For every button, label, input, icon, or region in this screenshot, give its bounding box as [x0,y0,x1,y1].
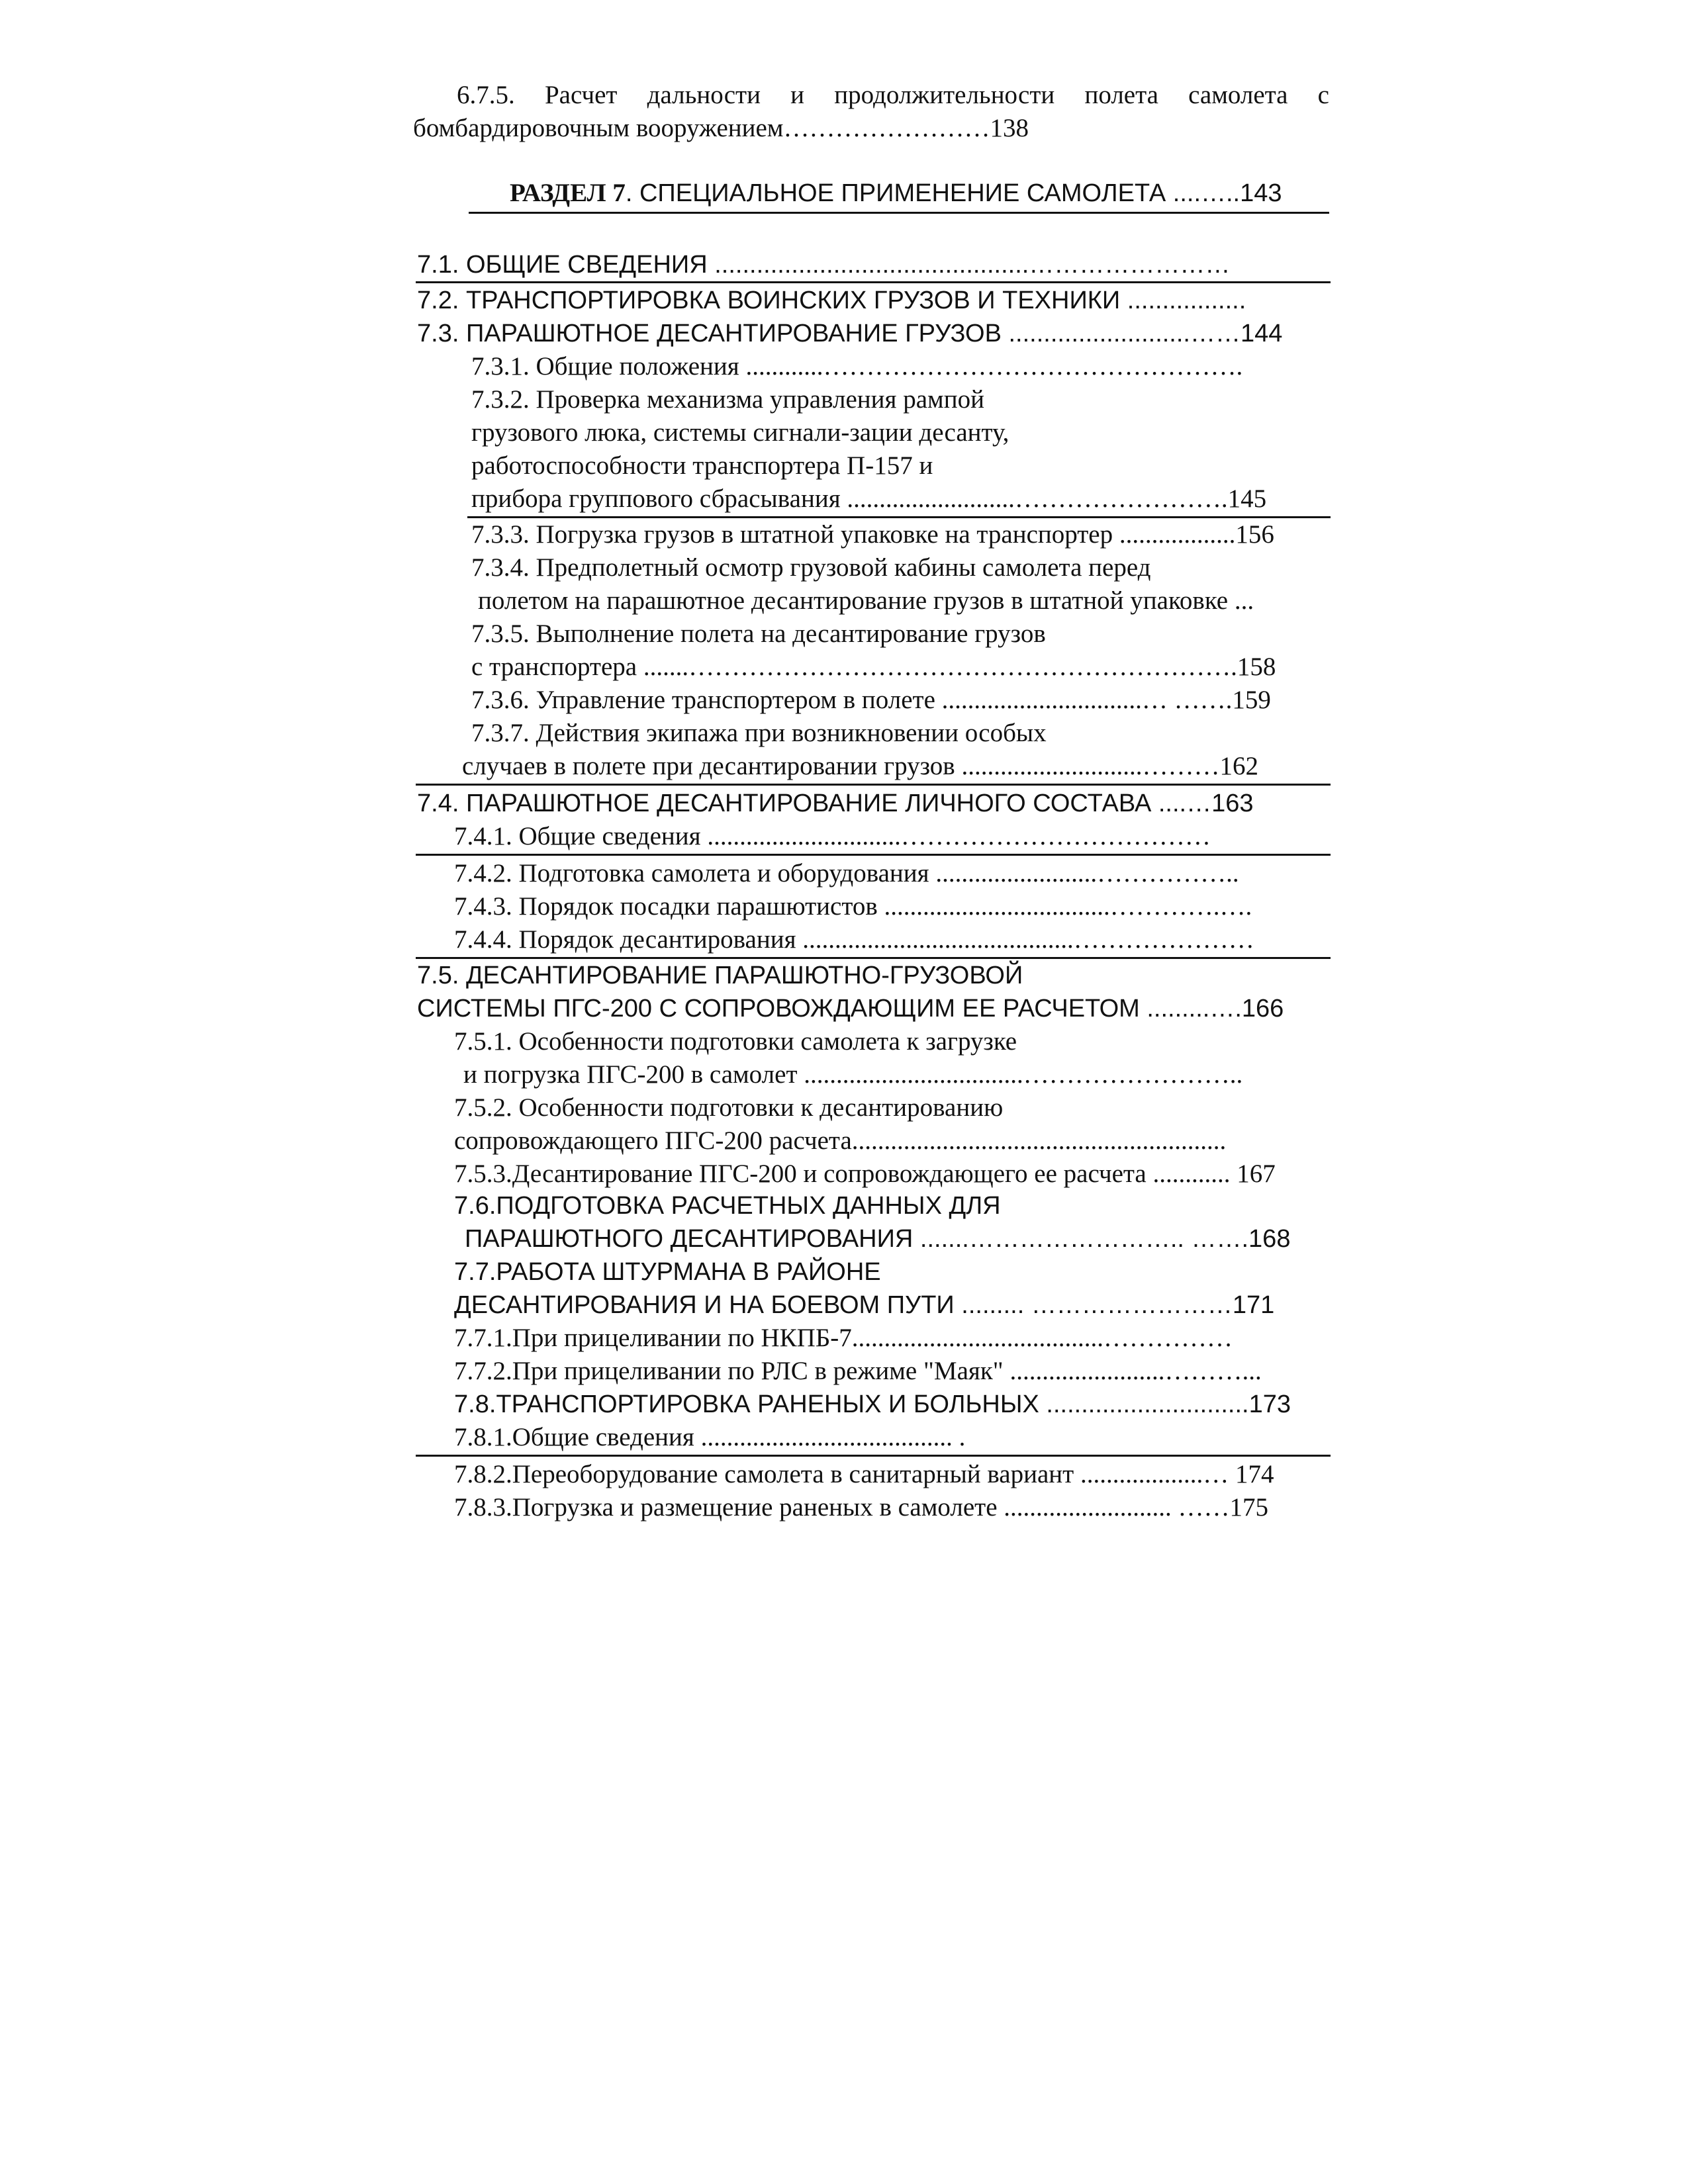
toc-line: сопровождающего ПГС-200 расчета.......................................................... [454,1126,1227,1155]
toc-line: 7.6.ПОДГОТОВКА РАСЧЕТНЫХ ДАННЫХ ДЛЯ [454,1192,1001,1220]
toc-line: работоспособности транспортера П-157 и [471,451,933,480]
section-heading [510,177,1282,209]
toc-line: и погрузка ПГС-200 в самолет ..................................…………………….. [463,1060,1243,1089]
toc-line: 7.3.6. Управление транспортером в полете ...............................… …….159 [471,686,1271,714]
heading-underline [469,212,1329,214]
toc-line: 7.5. ДЕСАНТИРОВАНИЕ ПАРАШЮТНО-ГРУЗОВОЙ [417,962,1023,989]
section-heading-bold: РАЗДЕЛ 7 [510,179,626,207]
toc-line: 7.4.4. Порядок десантирования ..........................................………………… [454,925,1254,954]
toc-entry-6-7-5-line-1: 6.7.5. Расчет дальности и продолжительности полета самолета с [457,81,1329,109]
toc-line: ДЕСАНТИРОВАНИЯ И НА БОЕВОМ ПУТИ ......... ……………………171 [454,1291,1275,1319]
toc-line: случаев в полете при десантировании грузов ............................………162 [462,752,1258,780]
toc-line: 7.3.5. Выполнение полета на десантирование грузов [471,619,1046,648]
toc-line: 7.5.3.Десантирование ПГС-200 и сопровождающего ее расчета ............ 167 [454,1160,1276,1188]
toc-rule [416,281,1331,283]
toc-line: 7.4. ПАРАШЮТНОЕ ДЕСАНТИРОВАНИЕ ЛИЧНОГО СОСТАВА ....…163 [417,790,1254,817]
toc-line: с транспортера .......……………………………………………………….158 [471,653,1276,681]
toc-line: 7.8.ТРАНСПОРТИРОВКА РАНЕНЫХ И БОЛЬНЫХ .............................173 [454,1390,1291,1418]
toc-line: 7.3.3. Погрузка грузов в штатной упаковке на транспортер ..................156 [471,520,1274,549]
toc-line: 7.2. ТРАНСПОРТИРОВКА ВОИНСКИХ ГРУЗОВ И ТЕХНИКИ ................. [417,287,1246,314]
toc-line: 7.7.2.При прицеливании по РЛС в режиме "Маяк" ........................………... [454,1357,1262,1385]
toc-rule [416,957,1331,959]
toc-line: 7.3.2. Проверка механизма управления рампой [471,385,984,414]
toc-line: 7.5.2. Особенности подготовки к десантированию [454,1093,1004,1122]
toc-line: ПАРАШЮТНОГО ДЕСАНТИРОВАНИЯ .......…………………….. …….168 [465,1225,1291,1253]
toc-rule [416,854,1331,856]
toc-line: 7.3.1. Общие положения ............…………………………………………. [471,352,1243,381]
toc-line: 7.1. ОБЩИЕ СВЕДЕНИЯ .............................................…………………… [417,251,1231,279]
section-heading-title: . СПЕЦИАЛЬНОЕ ПРИМЕНЕНИЕ САМОЛЕТА ....…..143 [625,179,1282,207]
toc-line: прибора группового сбрасывания ..........................…………………….145 [471,484,1267,513]
toc-rule [416,784,1331,786]
toc-rule [416,1455,1331,1457]
toc-rule [467,516,1331,518]
toc-line: 7.4.3. Порядок посадки парашютистов ...................................………….…. [454,892,1252,921]
toc-line: СИСТЕМЫ ПГС-200 С СОПРОВОЖДАЮЩИМ ЕЕ РАСЧЕТОМ .........….166 [417,995,1284,1023]
toc-line: 7.7.1.При прицеливании по НКПБ-7.......................................…………… [454,1324,1233,1352]
toc-line: 7.3. ПАРАШЮТНОЕ ДЕСАНТИРОВАНИЕ ГРУЗОВ ..........................……144 [417,320,1283,347]
toc-line: 7.4.1. Общие сведения ..............................……………………………… [454,822,1211,850]
toc-line: 7.8.3.Погрузка и размещение раненых в самолете .......................... ……175 [454,1493,1269,1522]
toc-line: 7.4.2. Подготовка самолета и оборудования .........................…………….. [454,859,1239,887]
toc-line: 7.8.1.Общие сведения ....................................... . [454,1423,966,1451]
toc-line: 7.7.РАБОТА ШТУРМАНА В РАЙОНЕ [454,1258,881,1286]
toc-line: полетом на парашютное десантирование грузов в штатной упаковке ... [478,586,1254,615]
toc-line: 7.5.1. Особенности подготовки самолета к загрузке [454,1027,1017,1056]
toc-line: 7.3.7. Действия экипажа при возникновении особых [471,719,1047,747]
toc-line: 7.3.4. Предполетный осмотр грузовой кабины самолета перед [471,553,1151,582]
toc-line: грузового люка, системы сигнали-зации десанту, [471,418,1009,447]
toc-entry-6-7-5-line-2: бомбардировочным вооружением……………………138 [413,114,1029,142]
toc-line: 7.8.2.Переоборудование самолета в санитарный вариант ...................… 174 [454,1460,1274,1488]
